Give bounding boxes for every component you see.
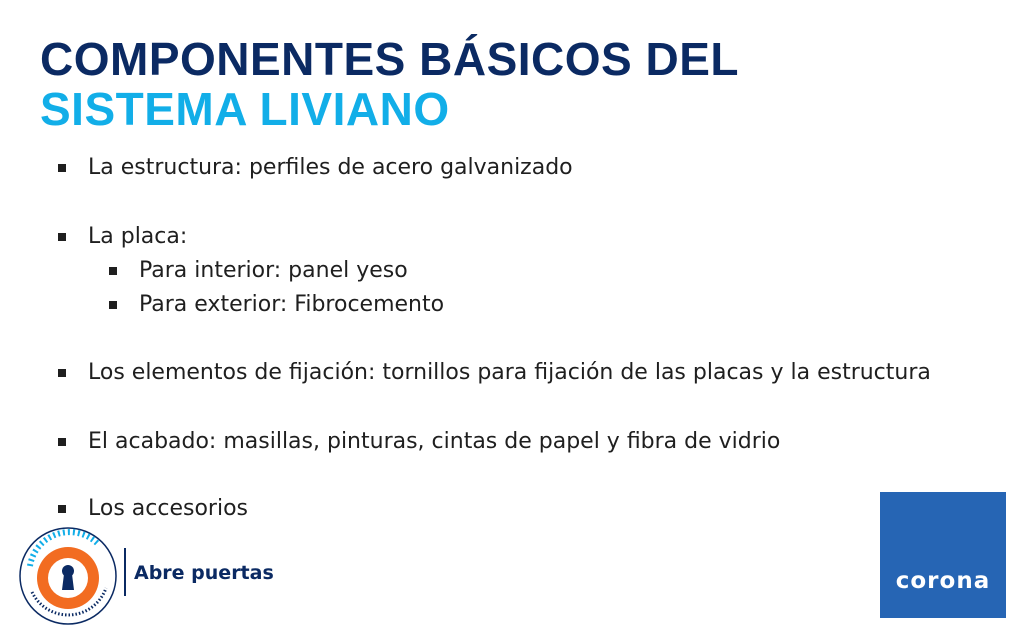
square-bullet-icon bbox=[58, 438, 66, 446]
title-line-2: SISTEMA LIVIANO bbox=[40, 83, 450, 135]
bullet-acabado: El acabado: masillas, pinturas, cintas de papel y fibra de vidrio bbox=[88, 428, 780, 456]
tagline: Abre puertas bbox=[134, 562, 274, 584]
title-line-1: COMPONENTES BÁSICOS DEL bbox=[40, 33, 740, 85]
square-bullet-icon bbox=[58, 505, 66, 513]
square-bullet-icon bbox=[58, 369, 66, 377]
bullet-accesorios: Los accesorios bbox=[88, 495, 248, 523]
sub-bullet-exterior: Para exterior: Fibrocemento bbox=[139, 291, 444, 319]
bullet-estructura: La estructura: perfiles de acero galvanizado bbox=[88, 154, 573, 182]
sub-bullet-interior: Para interior: panel yeso bbox=[139, 257, 408, 285]
logo-divider bbox=[124, 548, 126, 596]
llave-maestra-logo bbox=[18, 526, 118, 626]
bullet-fijacion: Los elementos de fijación: tornillos para fijación de las placas y la estructura bbox=[88, 359, 931, 387]
corona-wordmark: corona bbox=[895, 568, 991, 594]
square-bullet-icon bbox=[58, 233, 66, 241]
corona-logo bbox=[880, 492, 1006, 618]
square-bullet-icon bbox=[109, 267, 117, 275]
square-bullet-icon bbox=[58, 164, 66, 172]
square-bullet-icon bbox=[109, 301, 117, 309]
bullet-placa: La placa: bbox=[88, 223, 187, 251]
